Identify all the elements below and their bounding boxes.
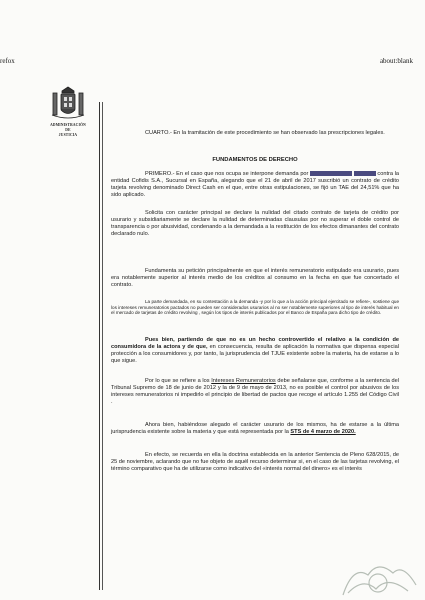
text-intereses-underlined: Intereses Remuneratorios [211,378,276,384]
issuer-line-3: JUSTICIA [58,133,78,137]
paragraph-solicita [111,210,399,238]
text-en-efecto: En efecto, se recuerda en ella la doctrina establecida en la anterior Sentencia de Pleno 628/2015, de 25 de noviembre, aclarando que no fue objeto de aquél recurso determinar si, en el caso de las tarjetas revolving, el término comparativo que ha de utilizarse como indicativo del «interés normal del dinero» es el interés [111,452,399,473]
text-intereses-b: debe señalarse que, conforme a la sentencia del Tribunal Supremo de 18 de junio de 2012 y la de 9 de mayo de 2013, no es posible el control por abusivos de los intereses remuneratorios ni impedirlo el principio de libertad de pactos que recoge el artículo 1.255 del Código Civil . [111,378,400,406]
browser-header-right: about:blank [379,57,413,65]
paragraph-pues-bien [111,337,399,365]
text-sts-reference: STS de 4 marzo de 2020. [290,429,356,436]
browser-header-left: refox [0,57,15,65]
text-demandada: La parte demandada, en su contestación a la demanda -y por lo que a la acción principal ejercitado se refiere-, sostiene que los intereses remuneratorios pactados no pueden ser considerados usurarios al no ser notablemente superiores al tipo de interés habitual en el mercado de tarjetas de crédito revolving , según los tipos de interés publicados por el Banco de España para dicho tipo de crédito. [111,299,399,316]
text-ahora-bien: Ahora bien, habiéndose alegado el carácter usurario de los mismos, ha de estarse a la última jurisprudencia existente sobre la materia y que está representada por la [111,422,399,436]
paragraph-fundamenta [111,268,399,289]
coat-of-arms-icon [48,85,88,121]
redaction-bar-2 [354,171,376,176]
section-heading: FUNDAMENTOS DE DERECHO [212,157,298,163]
paragraph-primero [111,171,399,199]
paragraph-ahora-bien [111,422,399,436]
text-primero-a: PRIMERO.- En el caso que nos ocupa se interpone demanda por [145,171,309,177]
paragraph-demandada [111,299,399,316]
text-pues-bien-bold: Pues bien, partiendo de que no es un hecho controvertido el relativo a la condición de consumidora de la actora y de que, [111,337,399,351]
text-primero-b: contra la entidad Cofidis S.A., Sucursal en España, alegando que el 21 de abril de 2017 suscribió un contrato de crédito tarjeta revolving denominado Direct Cash en el que, entre otras estipulaciones, se fijó un TAE del 24,51% que ha sido aplicado. [111,171,399,199]
paragraph-cuarto [111,130,399,137]
issuer-label [40,123,96,138]
issuer-line-1: ADMINISTRACIÓN [50,123,86,127]
text-intereses-a: Por lo que se refiere a los [145,378,210,384]
text-fundamenta: Fundamenta su petición principalmente en que el interés remuneratorio estipulado era usurario, pues era notablemente superior al interés medio de los créditos al consumo en la fecha en que fue concertado el contrato. [111,268,399,289]
paragraph-en-efecto [111,452,399,473]
issuer-line-2: DE [65,128,71,132]
text-pues-bien: en consecuencia, resulta de aplicación la normativa que dispensa especial protección a los consumidores y, por tanto, la jurisprudencia del TJUE existente sobre la materia, ha de estarse a lo que sigue. [111,344,399,365]
redaction-bar [310,171,352,176]
paragraph-intereses [111,378,399,406]
text-cuarto: CUARTO.- En la tramitación de este procedimiento se han observado las prescripciones legales. [145,130,385,136]
stamp-watermark-icon [338,555,418,597]
margin-rule-inner [102,102,103,590]
text-solicita: Solicita con carácter principal se declare la nulidad del citado contrato de tarjeta de crédito por usurario y subsidiariamente se declare la nulidad de determinadas clausulas por no superar el doble control de transparencia o por abusividad, condenando a la demandada a la restitución de los efectos dimanantes del contrato declarado nulo. [111,210,399,238]
margin-rule [99,102,100,590]
